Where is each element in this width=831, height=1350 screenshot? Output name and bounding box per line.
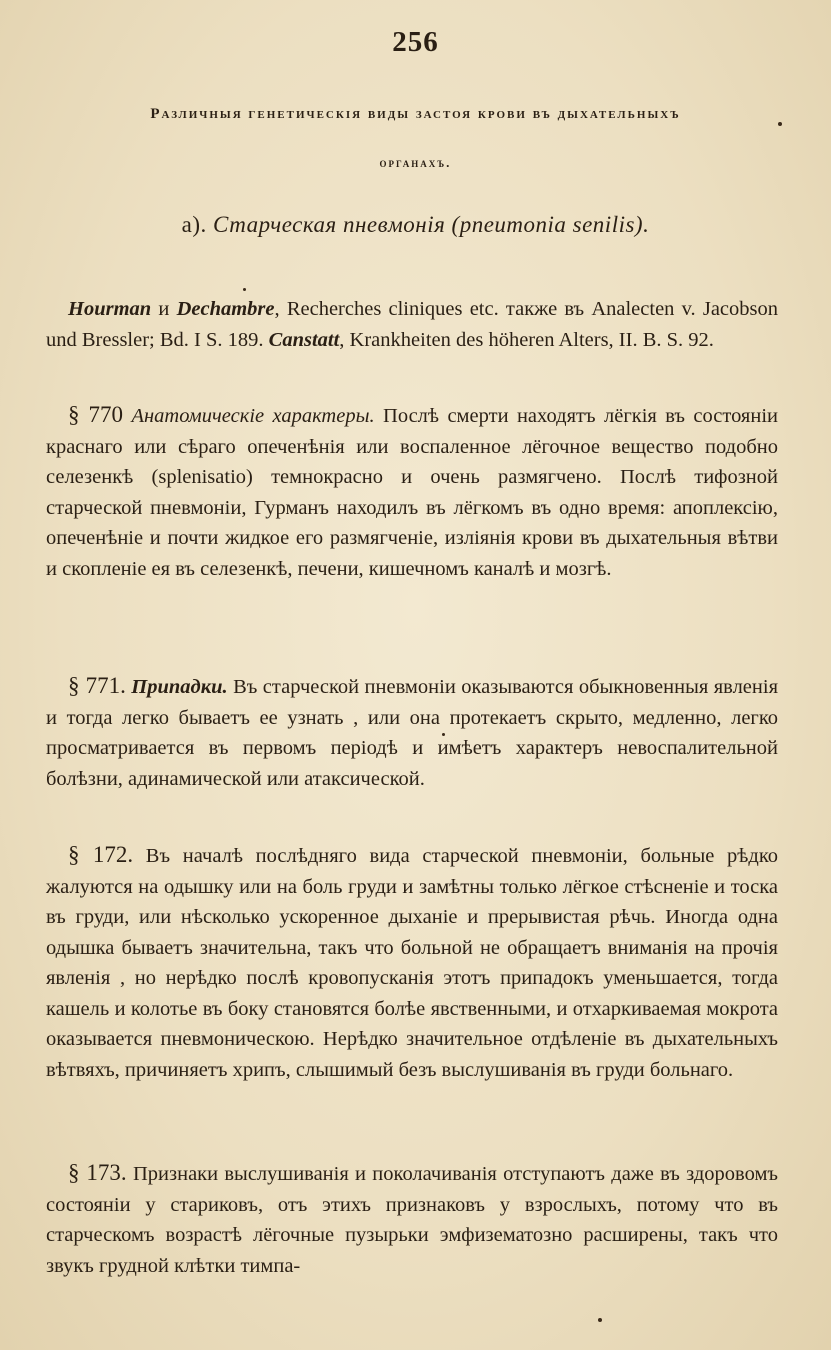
reference-conjunction: и — [158, 298, 170, 320]
section-text: Признаки выслушиванія и поколачиванія отступаютъ даже въ здоровомъ состояніи у стариковъ, отъ этихъ признаковъ у взрослыхъ, потому что въ старческомъ возрастѣ лёгочные пузырьки эмфизематозно расширены, такъ что звукъ грудной клѣтки тимпа- — [46, 1163, 779, 1277]
page-number: 256 — [392, 26, 439, 58]
reference-author-dechambre: Dechambre — [176, 298, 275, 320]
ink-speck — [442, 733, 445, 736]
subsection-prefix: a). — [181, 212, 207, 237]
reference-part2: , Krankheiten des höheren Alters, II. B. S. 92. — [339, 328, 714, 351]
subsection-title-russian: Старческая пневмонія — [213, 212, 446, 237]
section-heading-line1: Различныя генетическія виды застоя крови въ дыхательныхъ — [150, 106, 681, 122]
reference-author-canstatt: Canstatt — [268, 328, 340, 351]
reference-part1: , Recherches cliniques etc. также въ Analecten v. Jacobson und Bressler; Bd. I S. 189. — [46, 298, 779, 351]
section-text: Въ старческой пневмоніи оказываются обыкновенныя явленія и тогда легко бываетъ ее узнать , или она протекаетъ скрыто, медленно, легко просматривается въ первомъ періодѣ и имѣетъ характеръ невоспалительной болѣзни, адинамической или атаксической. — [46, 676, 778, 790]
subsection-title-latin: (pneumonia senilis). — [451, 212, 650, 237]
section-number: § 770 — [68, 402, 124, 427]
paragraph-770 — [46, 400, 778, 584]
section-number: § 771. — [68, 673, 126, 698]
ink-speck — [243, 288, 246, 291]
paragraph-173 — [46, 1158, 778, 1281]
ink-speck — [778, 122, 782, 126]
section-title: Припадки. — [131, 676, 228, 698]
reference-author-hourman: Hourman — [68, 298, 152, 320]
section-title: Анатомическіе характеры. — [131, 405, 375, 427]
paragraph-172 — [46, 840, 778, 1085]
section-number: § 173. — [68, 1160, 127, 1185]
ink-speck — [598, 1318, 602, 1322]
section-number: § 172. — [68, 842, 134, 867]
bibliographic-reference — [46, 294, 778, 355]
subsection-title — [60, 212, 771, 238]
section-heading-line2: органахъ. — [379, 155, 452, 170]
section-text: Послѣ смерти находятъ лёгкія въ состояніи краснаго или сѣраго опеченѣнія или воспаленное лёгочное вещество подобно селезенкѣ (splenisatio) темнокрасно и очень размягчено. Послѣ тифозной старческой пневмоніи, Гурманъ находилъ въ лёгкомъ въ одно время: апоплексію, опеченѣніе и почти жидкое его размягченіе, изліянія крови въ дыхательныя вѣтви и скопленіе ея въ селезенкѣ, печени, кишечномъ каналѣ и мозгѣ. — [46, 405, 779, 580]
paragraph-771 — [46, 671, 778, 794]
section-text: Въ началѣ послѣдняго вида старческой пневмоніи, больные рѣдко жалуются на одышку или на боль груди и замѣтны только лёгкое стѣсненіе и тоска въ груди, или нѣсколько ускоренное дыханіе и прерывистая рѣчь. Иногда одна одышка бываетъ значительна, такъ что больной не обращаетъ вниманія на прочія явленія , но нерѣдко послѣ кровопусканія этотъ припадокъ уменьшается, тогда кашель и колотье въ боку становятся болѣе явственными, и отхаркиваемая мокрота оказывается пневмоническою. Нерѣдко значительное отдѣленіе въ дыхательныхъ вѣтвяхъ, причиняетъ хрипъ, слышимый безъ выслушиванія въ груди больнаго. — [46, 845, 778, 1081]
